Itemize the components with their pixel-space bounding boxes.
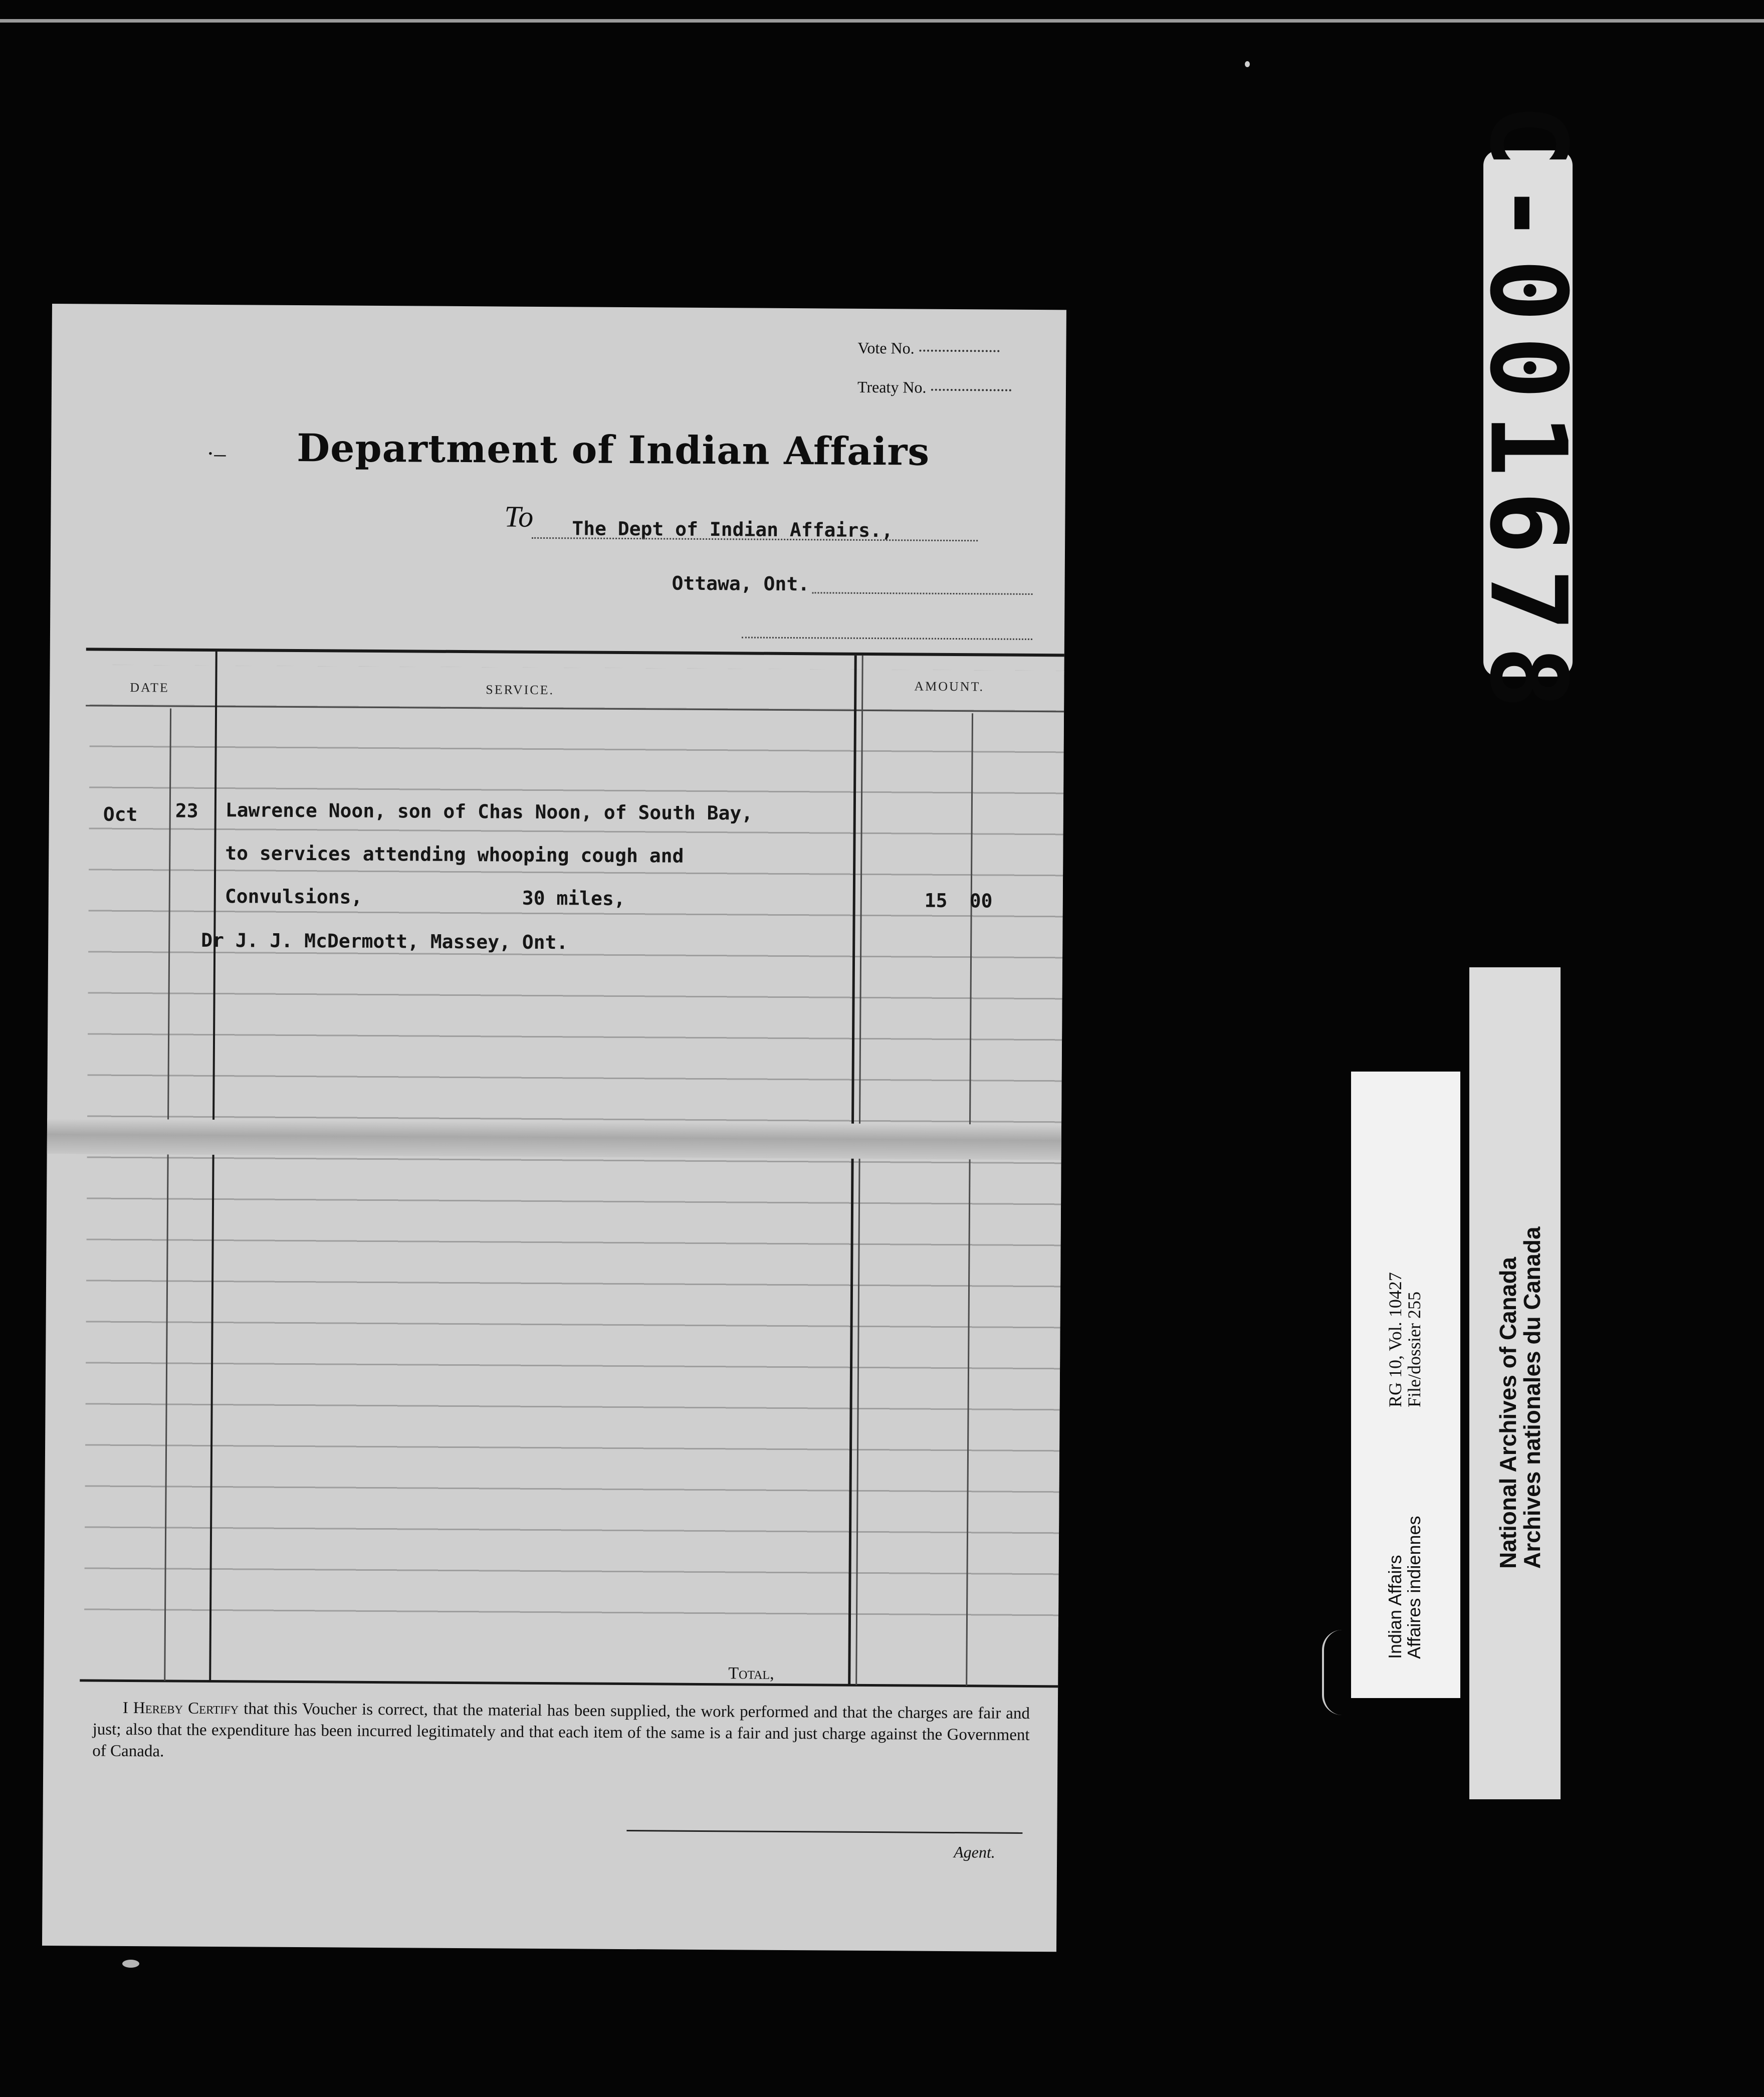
film-speck-bottom — [122, 1960, 139, 1968]
voucher-sheet — [42, 304, 1066, 1952]
service-line-1: Lawrence Noon, son of Chas Noon, of South Bay, — [225, 799, 753, 824]
to-label: To — [504, 500, 534, 533]
institution-text — [1496, 1226, 1544, 1569]
entry-month: Oct — [103, 803, 138, 826]
amount-dollars: 15 — [924, 889, 948, 912]
fonds-text — [1386, 1516, 1424, 1659]
film-top-edge — [0, 19, 1764, 23]
service-line-2: to services attending whooping cough and — [225, 842, 684, 867]
treaty-dotted-line — [931, 387, 1011, 391]
department-title: Department of Indian Affairs — [296, 425, 930, 474]
vote-label: Vote No. — [857, 338, 915, 357]
vote-number-field — [857, 339, 999, 358]
microfilm-number: C-001678 — [1466, 104, 1590, 723]
vote-dotted-line — [920, 348, 1000, 352]
service-mileage: 30 miles, — [522, 887, 625, 910]
decorative-flourish: ·– — [206, 440, 226, 467]
fonds-en: Indian Affairs — [1385, 1555, 1405, 1659]
film-speck — [1245, 61, 1250, 67]
fonds-fr: Affaires indiennes — [1404, 1516, 1424, 1659]
film-scratch — [1322, 1630, 1359, 1715]
table-bottom-rule — [80, 1679, 1066, 1688]
institution-fr: Archives nationales du Canada — [1519, 1226, 1545, 1569]
total-label: Total, — [728, 1664, 774, 1683]
certify-lead: I Hereby Certify — [122, 1699, 239, 1718]
addressee-value: The Dept of Indian Affairs., — [572, 517, 893, 542]
reference-file: File/dossier 255 — [1404, 1292, 1424, 1407]
blank-dotted-line — [742, 637, 1032, 640]
institution-en: National Archives of Canada — [1495, 1256, 1521, 1569]
treaty-label: Treaty No. — [857, 377, 927, 396]
city-value: Ottawa, Ont. — [672, 572, 810, 595]
reference-volume: RG 10, Vol. 10427 — [1385, 1272, 1405, 1407]
table-top-rule — [86, 648, 1066, 657]
microfilm-number-strip — [1466, 104, 1590, 723]
amount-cents: 00 — [969, 890, 993, 912]
service-line-3: Convulsions, — [225, 885, 363, 908]
agent-signature-line — [626, 1830, 1022, 1834]
city-dotted-line — [812, 592, 1032, 595]
agent-label: Agent. — [954, 1843, 995, 1861]
reference-text — [1386, 1272, 1424, 1407]
service-column-header: SERVICE. — [486, 682, 555, 698]
entry-day: 23 — [175, 799, 198, 822]
amount-column-header: AMOUNT. — [914, 679, 985, 694]
certification-paragraph — [92, 1698, 1030, 1768]
certify-text: that this Voucher is correct, that the material has been supplied, the work performed and that the charges are fair and just; also that the expenditure has been incurred legitimately and that each item of the same is a fair and just charge against the Government of Canada. — [92, 1700, 1030, 1761]
date-column-header: DATE — [130, 680, 169, 695]
physician-signature-line: Dr J. J. McDermott, Massey, Ont. — [201, 929, 568, 954]
treaty-number-field — [857, 378, 1012, 397]
